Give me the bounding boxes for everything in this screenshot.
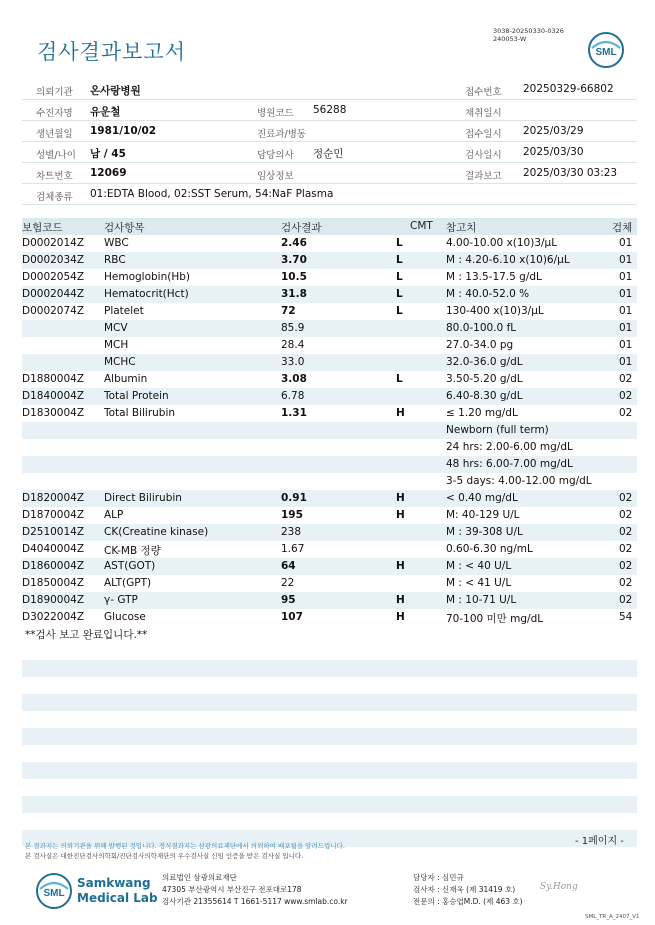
- row-code: D2510014Z: [22, 526, 85, 538]
- row-specimen: 01: [619, 237, 633, 249]
- accreditation-note: 본 검사실은 대한진단검사의학회/진단검사의학재단의 우수검사실 신임 인증을 받은 검사실 입니다.: [25, 852, 304, 860]
- row-item: MCV: [104, 322, 128, 334]
- row-result: 72: [281, 305, 296, 317]
- table-row: [22, 371, 637, 388]
- row-specimen: 02: [619, 594, 633, 606]
- institution-value: 온사랑병원: [90, 85, 141, 97]
- row-specimen: 02: [619, 560, 633, 572]
- receipt-no-value: 20250329-66802: [523, 83, 614, 95]
- row-flag: L: [396, 305, 403, 317]
- row-ref: 3-5 days: 4.00-12.00 mg/dL: [446, 475, 592, 487]
- row-ref: M : 40.0-52.0 %: [446, 288, 530, 300]
- row-code: D0002074Z: [22, 305, 85, 317]
- institution-label: 의뢰기관: [36, 87, 73, 98]
- chart-label: 차트번호: [36, 171, 73, 182]
- row-item: Hemoglobin(Hb): [104, 271, 191, 283]
- row-item: CK-MB 정량: [104, 545, 161, 557]
- info-row: [22, 142, 637, 163]
- logo-text: SML: [595, 47, 617, 58]
- staff-manager: 담당자 : 심민규: [413, 873, 464, 882]
- row-result: 28.4: [281, 339, 305, 351]
- row-ref: 70-100 미만 mg/dL: [446, 613, 544, 625]
- doctor-value: 정순민: [313, 148, 344, 160]
- row-code: D1830004Z: [22, 407, 85, 419]
- row-specimen: 01: [619, 305, 633, 317]
- row-result: 85.9: [281, 322, 305, 334]
- row-code: D1850004Z: [22, 577, 85, 589]
- row-specimen: 01: [619, 339, 633, 351]
- row-ref: 24 hrs: 2.00-6.00 mg/dL: [446, 441, 573, 453]
- receipt-no-label: 접수번호: [465, 87, 502, 98]
- row-flag: H: [396, 560, 405, 572]
- specimen-value: 01:EDTA Blood, 02:SST Serum, 54:NaF Plasma: [90, 188, 334, 200]
- table-row: [22, 592, 637, 609]
- row-code: D3022004Z: [22, 611, 85, 623]
- row-item: AST(GOT): [104, 560, 156, 572]
- row-specimen: 02: [619, 407, 633, 419]
- row-ref: 130-400 x(10)3/μL: [446, 305, 544, 317]
- row-item: WBC: [104, 237, 129, 249]
- info-row: [22, 121, 637, 142]
- row-code: D4040004Z: [22, 543, 85, 555]
- row-result: 31.8: [281, 288, 307, 300]
- table-row: [22, 473, 637, 490]
- header-ref: 참고치: [446, 222, 477, 234]
- row-specimen: 01: [619, 356, 633, 368]
- row-specimen: 01: [619, 288, 633, 300]
- table-row: [22, 337, 637, 354]
- patient-value: 유운철: [90, 106, 121, 118]
- hospital-code-label: 병원코드: [257, 108, 294, 119]
- row-code: D0002034Z: [22, 254, 85, 266]
- row-code: D1870004Z: [22, 509, 85, 521]
- table-row: [22, 609, 637, 626]
- table-row: [22, 456, 637, 473]
- org-name: 의료법인 삼광의료재단: [162, 873, 237, 882]
- empty-row: [22, 796, 637, 813]
- row-result: 2.46: [281, 237, 307, 249]
- row-result: 95: [281, 594, 296, 606]
- row-item: MCH: [104, 339, 129, 351]
- row-specimen: 02: [619, 509, 633, 521]
- empty-row: [22, 728, 637, 745]
- table-row: [22, 354, 637, 371]
- specimen-label: 검체종류: [36, 192, 73, 203]
- row-specimen: 54: [619, 611, 633, 623]
- document-number-line: 240053-W: [493, 35, 527, 43]
- sex-age-label: 성별/나이: [36, 150, 76, 161]
- staff-specialist: 전문의 : 홍승엽M.D. (제 463 호): [413, 897, 523, 906]
- table-row: [22, 286, 637, 303]
- table-row: [22, 524, 637, 541]
- row-ref: 48 hrs: 6.00-7.00 mg/dL: [446, 458, 573, 470]
- signature: Sy.Hong: [540, 882, 578, 892]
- header-code: 보험코드: [22, 222, 63, 234]
- row-ref: 32.0-36.0 g/dL: [446, 356, 523, 368]
- row-result: 1.67: [281, 543, 305, 555]
- row-code: D1820004Z: [22, 492, 85, 504]
- row-flag: H: [396, 407, 405, 419]
- row-item: Platelet: [104, 305, 144, 317]
- info-row: [22, 184, 637, 205]
- table-row: [22, 235, 637, 252]
- row-item: Hematocrit(Hct): [104, 288, 189, 300]
- page-title: 검사결과보고서: [37, 40, 187, 64]
- row-ref: 4.00-10.00 x(10)3/μL: [446, 237, 558, 249]
- row-ref: M : < 40 U/L: [446, 560, 512, 572]
- header-cmt: CMT: [410, 220, 433, 232]
- patient-info: [22, 79, 637, 205]
- row-result: 107: [281, 611, 303, 623]
- table-row: [22, 320, 637, 337]
- dob-label: 생년월일: [36, 129, 73, 140]
- row-specimen: 02: [619, 543, 633, 555]
- row-code: D1880004Z: [22, 373, 85, 385]
- row-specimen: 02: [619, 373, 633, 385]
- row-result: 1.31: [281, 407, 307, 419]
- logo-text: SML: [43, 888, 65, 899]
- clinical-label: 임상정보: [257, 171, 294, 182]
- sex-age-value: 남 / 45: [90, 148, 126, 160]
- row-ref: M : 39-308 U/L: [446, 526, 523, 538]
- header-result: 검사결과: [281, 222, 322, 234]
- row-code: D0002054Z: [22, 271, 85, 283]
- doctor-label: 담당의사: [257, 150, 294, 161]
- table-header: [22, 218, 637, 235]
- test-date-label: 검사일시: [465, 150, 502, 161]
- row-result: 3.08: [281, 373, 307, 385]
- row-specimen: 01: [619, 322, 633, 334]
- document-number: [493, 27, 564, 43]
- row-ref: 6.40-8.30 g/dL: [446, 390, 523, 402]
- table-row: [22, 252, 637, 269]
- row-specimen: 01: [619, 254, 633, 266]
- dob-value: 1981/10/02: [90, 125, 157, 137]
- row-specimen: 01: [619, 271, 633, 283]
- patient-label: 수진자명: [36, 108, 73, 119]
- brand-name: Samkwang: [77, 876, 151, 890]
- test-date-value: 2025/03/30: [523, 146, 584, 158]
- report-date-value: 2025/03/30 03:23: [523, 167, 618, 179]
- table-row: [22, 388, 637, 405]
- table-row: [22, 269, 637, 286]
- row-result: 64: [281, 560, 296, 572]
- row-code: D0002014Z: [22, 237, 85, 249]
- row-result: 22: [281, 577, 295, 589]
- row-ref: 3.50-5.20 g/dL: [446, 373, 523, 385]
- row-item: RBC: [104, 254, 126, 266]
- receipt-date-label: 접수일시: [465, 129, 502, 140]
- row-item: CK(Creatine kinase): [104, 526, 209, 538]
- info-row: [22, 100, 637, 121]
- row-flag: H: [396, 492, 405, 504]
- completion-note: **검사 보고 완료입니다.**: [25, 629, 148, 641]
- row-ref: M : 13.5-17.5 g/dL: [446, 271, 542, 283]
- form-code: SML_TR_A_2407_V1: [585, 914, 640, 920]
- row-ref: Newborn (full term): [446, 424, 549, 436]
- row-code: D1860004Z: [22, 560, 85, 572]
- row-ref: M : 10-71 U/L: [446, 594, 517, 606]
- row-item: Total Bilirubin: [104, 407, 176, 419]
- table-row: [22, 439, 637, 456]
- table-row: [22, 507, 637, 524]
- table-row: [22, 303, 637, 320]
- row-ref: ≤ 1.20 mg/dL: [446, 407, 518, 419]
- row-item: MCHC: [104, 356, 136, 368]
- report-date-label: 결과보고: [465, 171, 502, 182]
- row-item: ALT(GPT): [104, 577, 152, 589]
- chart-value: 12069: [90, 167, 127, 179]
- table-row: [22, 558, 637, 575]
- row-ref: 0.60-6.30 ng/mL: [446, 543, 533, 555]
- row-flag: L: [396, 237, 403, 249]
- row-result: 6.78: [281, 390, 305, 402]
- row-ref: M: 40-129 U/L: [446, 509, 520, 521]
- row-specimen: 02: [619, 577, 633, 589]
- row-code: D0002044Z: [22, 288, 85, 300]
- row-item: Albumin: [104, 373, 148, 385]
- disclaimer-note: 본 결과지는 의뢰기관을 위해 발행된 것입니다. 정식결과지는 삼광의료재단에서 의뢰하여 배포됨을 알려드립니다.: [25, 842, 345, 850]
- row-ref: M : < 41 U/L: [446, 577, 512, 589]
- table-body: [22, 235, 637, 626]
- empty-row: [22, 660, 637, 677]
- info-row: [22, 163, 637, 184]
- table-row: [22, 575, 637, 592]
- header-item: 검사항목: [104, 222, 145, 234]
- sml-logo-icon: [36, 873, 72, 909]
- row-flag: L: [396, 254, 403, 266]
- row-flag: H: [396, 611, 405, 623]
- row-specimen: 02: [619, 492, 633, 504]
- sml-logo-icon: [588, 32, 624, 68]
- row-item: ALP: [104, 509, 124, 521]
- org-contact: 검사기관 21355614 T 1661-5117 www.smlab.co.kr: [162, 897, 348, 906]
- empty-row: [22, 762, 637, 779]
- row-item: Glucose: [104, 611, 146, 623]
- staff-tester: 검사자 : 신재욱 (제 31419 호): [413, 885, 516, 894]
- row-item: Total Protein: [104, 390, 169, 402]
- results-table: [22, 218, 637, 626]
- row-result: 33.0: [281, 356, 305, 368]
- brand-name: Medical Lab: [77, 891, 158, 905]
- row-ref: 27.0-34.0 pg: [446, 339, 514, 351]
- row-flag: L: [396, 271, 403, 283]
- dept-label: 진료과/병동: [257, 129, 307, 140]
- row-item: γ- GTP: [104, 594, 138, 606]
- row-flag: H: [396, 594, 405, 606]
- document-number-line: 3038-20250330-0326: [493, 27, 564, 35]
- row-flag: L: [396, 373, 403, 385]
- row-ref: M : 4.20-6.10 x(10)6/μL: [446, 254, 570, 266]
- table-row: [22, 541, 637, 558]
- row-specimen: 02: [619, 390, 633, 402]
- row-ref: 80.0-100.0 fL: [446, 322, 517, 334]
- collection-date-label: 채취일시: [465, 108, 502, 119]
- row-code: D1840004Z: [22, 390, 85, 402]
- row-flag: L: [396, 288, 403, 300]
- receipt-date-value: 2025/03/29: [523, 125, 584, 137]
- row-result: 0.91: [281, 492, 307, 504]
- table-row: [22, 422, 637, 439]
- org-address: 47305 부산광역시 부산진구 전포대로178: [162, 885, 302, 894]
- table-row: [22, 405, 637, 422]
- row-specimen: 02: [619, 526, 633, 538]
- row-ref: < 0.40 mg/dL: [446, 492, 518, 504]
- row-item: Direct Bilirubin: [104, 492, 182, 504]
- row-result: 10.5: [281, 271, 307, 283]
- row-code: D1890004Z: [22, 594, 85, 606]
- page-number: - 1페이지 -: [575, 836, 624, 847]
- row-result: 3.70: [281, 254, 307, 266]
- empty-row: [22, 694, 637, 711]
- row-result: 238: [281, 526, 302, 538]
- table-row: [22, 490, 637, 507]
- header-specimen: 검체: [612, 222, 633, 234]
- hospital-code-value: 56288: [313, 104, 347, 116]
- row-flag: H: [396, 509, 405, 521]
- row-result: 195: [281, 509, 303, 521]
- info-row: [22, 79, 637, 100]
